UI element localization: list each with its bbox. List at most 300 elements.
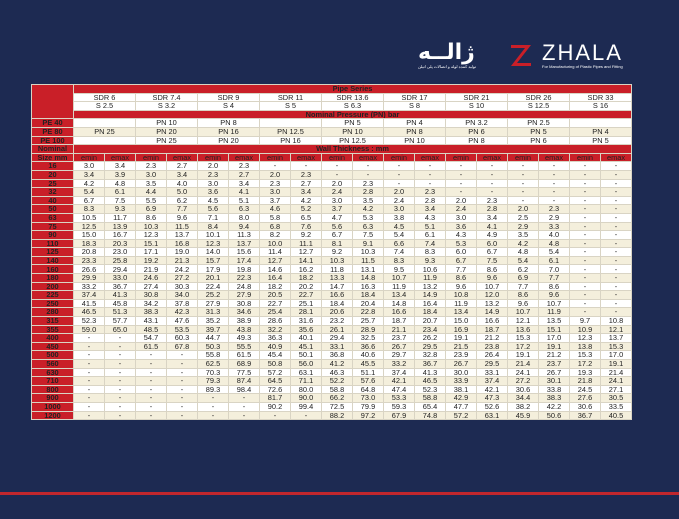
thickness-cell: - xyxy=(322,162,353,171)
pressure-rating: PN 10 xyxy=(384,136,446,145)
thickness-cell: - xyxy=(539,188,570,197)
thickness-cell: 16.4 xyxy=(260,274,291,283)
nominal-pressure-header: Nominal Pressure (PN) bar xyxy=(74,110,632,119)
table-row xyxy=(32,385,632,394)
thickness-cell: 3.4 xyxy=(415,205,446,214)
thickness-cell: 40.1 xyxy=(291,334,322,343)
thickness-cell: 13.4 xyxy=(446,308,477,317)
thickness-cell: - xyxy=(601,179,632,188)
thickness-cell: 30.1 xyxy=(539,377,570,386)
thickness-cell: 33.1 xyxy=(477,368,508,377)
pressure-rating: PN 25 xyxy=(74,127,136,136)
thickness-cell: 24.5 xyxy=(570,385,601,394)
thickness-cell: 30.3 xyxy=(167,282,198,291)
pressure-rating: PN 16 xyxy=(260,136,322,145)
thickness-cell: - xyxy=(446,170,477,179)
thickness-cell: 24.2 xyxy=(167,265,198,274)
thickness-cell: 33.1 xyxy=(322,342,353,351)
thickness-cell: 6.3 xyxy=(229,205,260,214)
thickness-cell: 34.6 xyxy=(229,308,260,317)
thickness-cell: 11.5 xyxy=(353,256,384,265)
thickness-cell: - xyxy=(74,342,105,351)
thickness-cell: 37.8 xyxy=(167,299,198,308)
thickness-cell: 3.0 xyxy=(136,170,167,179)
brand-english-tagline: For Manufacturing of Plastic Pipes and Fitting xyxy=(542,64,623,69)
thickness-cell: 20.8 xyxy=(74,248,105,257)
thickness-cell: 6.7 xyxy=(322,231,353,240)
thickness-cell: 44.7 xyxy=(198,334,229,343)
thickness-cell: 18.7 xyxy=(384,317,415,326)
thickness-cell: - xyxy=(136,351,167,360)
thickness-cell: 2.0 xyxy=(384,188,415,197)
thickness-cell: - xyxy=(353,162,384,171)
thickness-cell: 14.7 xyxy=(322,282,353,291)
thickness-cell: - xyxy=(415,179,446,188)
thickness-cell: 42.9 xyxy=(446,394,477,403)
thickness-cell: 12.3 xyxy=(136,231,167,240)
thickness-cell: - xyxy=(74,360,105,369)
emax-header: emax xyxy=(353,153,384,162)
pressure-rating: PN 6 xyxy=(508,136,570,145)
size-cell: 280 xyxy=(32,308,74,317)
thickness-cell: 41.5 xyxy=(74,299,105,308)
thickness-cell: 6.5 xyxy=(291,213,322,222)
thickness-cell: 47.7 xyxy=(446,402,477,411)
thickness-cell: 3.7 xyxy=(260,196,291,205)
thickness-cell: 9.2 xyxy=(291,231,322,240)
thickness-cell: - xyxy=(601,265,632,274)
thickness-cell: 5.3 xyxy=(446,239,477,248)
thickness-cell: 16.9 xyxy=(446,325,477,334)
thickness-cell: 23.2 xyxy=(322,317,353,326)
thickness-cell: 10.3 xyxy=(136,222,167,231)
thickness-cell: 3.6 xyxy=(446,222,477,231)
emin-header: emin xyxy=(446,153,477,162)
pipe-specification-table xyxy=(31,84,632,420)
thickness-cell: 2.9 xyxy=(508,222,539,231)
thickness-cell: - xyxy=(508,170,539,179)
thickness-cell: 48.5 xyxy=(136,325,167,334)
emin-header: emin xyxy=(74,153,105,162)
emin-header: emin xyxy=(384,153,415,162)
thickness-cell: 26.4 xyxy=(477,351,508,360)
thickness-cell: 31.6 xyxy=(291,317,322,326)
corner-cell xyxy=(32,85,74,119)
thickness-cell: 2.3 xyxy=(198,170,229,179)
thickness-cell: 42.2 xyxy=(539,402,570,411)
thickness-cell: 52.3 xyxy=(74,317,105,326)
thickness-cell: 37.4 xyxy=(74,291,105,300)
pressure-rating: PN 10 xyxy=(322,127,384,136)
thickness-cell: - xyxy=(105,402,136,411)
thickness-cell: 3.7 xyxy=(322,205,353,214)
thickness-cell: 8.6 xyxy=(477,265,508,274)
thickness-cell: 41.3 xyxy=(415,368,446,377)
thickness-cell: 6.9 xyxy=(136,205,167,214)
thickness-cell: 3.5 xyxy=(508,231,539,240)
thickness-cell: 26.7 xyxy=(446,360,477,369)
thickness-cell: 11.4 xyxy=(260,248,291,257)
table-row xyxy=(32,291,632,300)
thickness-cell: 9.4 xyxy=(229,222,260,231)
thickness-cell: 15.0 xyxy=(446,317,477,326)
size-cell: 500 xyxy=(32,351,74,360)
thickness-cell: 14.9 xyxy=(477,308,508,317)
thickness-cell: 2.8 xyxy=(477,205,508,214)
pressure-rating: PN 4 xyxy=(384,119,446,128)
thickness-cell: 19.2 xyxy=(136,256,167,265)
thickness-cell: 7.5 xyxy=(105,196,136,205)
thickness-cell: - xyxy=(570,248,601,257)
thickness-cell: 77.5 xyxy=(229,368,260,377)
thickness-cell: 23.9 xyxy=(446,351,477,360)
size-cell: 16 xyxy=(32,162,74,171)
thickness-cell: 25.7 xyxy=(353,317,384,326)
thickness-cell: 11.7 xyxy=(105,213,136,222)
thickness-cell: - xyxy=(477,162,508,171)
thickness-cell: 63.1 xyxy=(477,411,508,420)
thickness-cell: 2.0 xyxy=(198,162,229,171)
thickness-cell: - xyxy=(601,213,632,222)
thickness-cell: 23.7 xyxy=(384,334,415,343)
thickness-cell: 54.7 xyxy=(136,334,167,343)
thickness-cell: 13.6 xyxy=(508,325,539,334)
thickness-cell: - xyxy=(105,334,136,343)
thickness-cell: 10.3 xyxy=(322,256,353,265)
thickness-cell: 3.0 xyxy=(446,213,477,222)
size-cell: 560 xyxy=(32,360,74,369)
thickness-cell: 32.2 xyxy=(260,325,291,334)
thickness-cell: 23.7 xyxy=(539,360,570,369)
thickness-cell: - xyxy=(539,162,570,171)
thickness-cell: 2.7 xyxy=(167,162,198,171)
thickness-cell: 56.0 xyxy=(291,360,322,369)
thickness-cell: 4.8 xyxy=(508,248,539,257)
thickness-cell: 72.6 xyxy=(260,385,291,394)
pressure-rating xyxy=(570,119,632,128)
thickness-cell: 17.1 xyxy=(136,248,167,257)
thickness-cell: - xyxy=(74,334,105,343)
thickness-cell: 27.1 xyxy=(601,385,632,394)
size-cell: 180 xyxy=(32,274,74,283)
table-row xyxy=(32,368,632,377)
thickness-cell: 2.0 xyxy=(446,196,477,205)
pressure-rating: PN 5 xyxy=(508,127,570,136)
thickness-cell: - xyxy=(601,248,632,257)
thickness-cell: 10.9 xyxy=(570,325,601,334)
thickness-cell: - xyxy=(570,282,601,291)
emax-header: emax xyxy=(539,153,570,162)
thickness-cell: - xyxy=(74,377,105,386)
thickness-cell: 30.5 xyxy=(601,394,632,403)
thickness-cell: 13.8 xyxy=(570,342,601,351)
thickness-cell: - xyxy=(105,411,136,420)
size-cell: 225 xyxy=(32,291,74,300)
thickness-cell: 22.4 xyxy=(198,282,229,291)
thickness-cell: 68.9 xyxy=(229,360,260,369)
thickness-cell: 19.1 xyxy=(446,334,477,343)
thickness-cell: 59.3 xyxy=(384,402,415,411)
pressure-rating: PN 25 xyxy=(136,136,198,145)
size-cell: 1200 xyxy=(32,411,74,420)
pressure-rating: PN 4 xyxy=(570,127,632,136)
thickness-cell: 8.6 xyxy=(508,291,539,300)
thickness-cell: 4.4 xyxy=(136,188,167,197)
brand-english-name: ZHALA xyxy=(542,40,623,65)
table-row xyxy=(32,317,632,326)
thickness-cell: 20.2 xyxy=(291,282,322,291)
thickness-cell: 18.2 xyxy=(291,274,322,283)
sdr-label: SDR 17 xyxy=(384,93,446,102)
thickness-cell: 55.5 xyxy=(229,342,260,351)
thickness-cell: 32.5 xyxy=(353,334,384,343)
thickness-cell: 7.7 xyxy=(446,265,477,274)
thickness-cell: 20.3 xyxy=(105,239,136,248)
thickness-cell: - xyxy=(539,170,570,179)
nominal-label: Nominal xyxy=(32,145,74,154)
thickness-cell: 9.6 xyxy=(539,291,570,300)
table-row xyxy=(32,179,632,188)
thickness-cell: 98.4 xyxy=(229,385,260,394)
thickness-cell: - xyxy=(601,188,632,197)
thickness-cell: - xyxy=(508,188,539,197)
thickness-cell: - xyxy=(601,308,632,317)
thickness-cell: 36.7 xyxy=(415,360,446,369)
thickness-cell: - xyxy=(570,162,601,171)
thickness-cell: - xyxy=(601,231,632,240)
size-cell: 160 xyxy=(32,265,74,274)
table-row xyxy=(32,411,632,420)
thickness-cell: 6.8 xyxy=(260,222,291,231)
thickness-cell: 6.2 xyxy=(508,265,539,274)
thickness-cell: - xyxy=(446,162,477,171)
thickness-cell: 13.3 xyxy=(322,274,353,283)
thickness-cell: 7.5 xyxy=(477,256,508,265)
size-cell: 50 xyxy=(32,205,74,214)
thickness-cell: 12.0 xyxy=(477,291,508,300)
size-cell: 125 xyxy=(32,248,74,257)
thickness-cell: - xyxy=(601,196,632,205)
thickness-cell: 9.6 xyxy=(477,274,508,283)
thickness-cell: 21.4 xyxy=(601,368,632,377)
table-row xyxy=(32,205,632,214)
thickness-cell: - xyxy=(74,411,105,420)
s-label: S 4 xyxy=(198,102,260,111)
thickness-cell: - xyxy=(167,411,198,420)
thickness-cell: 30.0 xyxy=(446,368,477,377)
emin-header: emin xyxy=(322,153,353,162)
thickness-cell: 2.3 xyxy=(260,179,291,188)
thickness-cell: 26.7 xyxy=(384,342,415,351)
thickness-cell: 58.8 xyxy=(322,385,353,394)
size-cell: 355 xyxy=(32,325,74,334)
s-label: S 16 xyxy=(570,102,632,111)
size-cell: 450 xyxy=(32,342,74,351)
thickness-cell: 19.8 xyxy=(229,265,260,274)
thickness-cell: 38.9 xyxy=(229,317,260,326)
pressure-rating: PN 3.2 xyxy=(446,119,508,128)
thickness-cell: - xyxy=(322,170,353,179)
thickness-cell: 6.9 xyxy=(508,274,539,283)
thickness-cell: 14.1 xyxy=(291,256,322,265)
thickness-cell: 3.9 xyxy=(105,170,136,179)
thickness-cell: 79.9 xyxy=(353,402,384,411)
thickness-cell: - xyxy=(136,377,167,386)
thickness-cell: 3.5 xyxy=(353,196,384,205)
thickness-cell: 17.0 xyxy=(601,351,632,360)
thickness-cell: 35.2 xyxy=(198,317,229,326)
thickness-cell: 40.9 xyxy=(260,342,291,351)
thickness-cell: 12.5 xyxy=(74,222,105,231)
s-label: S 8 xyxy=(384,102,446,111)
thickness-cell: 19.0 xyxy=(167,248,198,257)
thickness-cell: - xyxy=(167,385,198,394)
thickness-cell: 16.6 xyxy=(477,317,508,326)
thickness-cell: - xyxy=(446,179,477,188)
thickness-cell: 7.5 xyxy=(353,231,384,240)
size-cell: 800 xyxy=(32,385,74,394)
thickness-cell: 5.1 xyxy=(415,222,446,231)
thickness-cell: 38.3 xyxy=(539,394,570,403)
thickness-cell: 4.6 xyxy=(260,205,291,214)
thickness-cell: 37.4 xyxy=(477,377,508,386)
thickness-cell: 11.9 xyxy=(446,299,477,308)
table-row xyxy=(32,274,632,283)
thickness-cell: 22.7 xyxy=(291,291,322,300)
table-row xyxy=(32,188,632,197)
thickness-cell: 57.7 xyxy=(105,317,136,326)
thickness-cell: 37.4 xyxy=(384,368,415,377)
thickness-cell: 16.7 xyxy=(105,231,136,240)
size-cell: 710 xyxy=(32,377,74,386)
thickness-cell: 71.1 xyxy=(291,377,322,386)
thickness-cell: 8.0 xyxy=(229,213,260,222)
pressure-rating: PN 2.5 xyxy=(508,119,570,128)
thickness-cell: - xyxy=(570,291,601,300)
thickness-cell: 10.8 xyxy=(601,317,632,326)
thickness-cell: 11.9 xyxy=(415,274,446,283)
thickness-cell: 29.4 xyxy=(105,265,136,274)
thickness-cell: 2.3 xyxy=(291,170,322,179)
thickness-cell: - xyxy=(291,411,322,420)
thickness-cell: 41.2 xyxy=(322,360,353,369)
thickness-cell: 36.7 xyxy=(105,282,136,291)
thickness-cell: - xyxy=(570,205,601,214)
thickness-cell: 26.1 xyxy=(322,325,353,334)
thickness-cell: 59.0 xyxy=(74,325,105,334)
thickness-cell: 14.8 xyxy=(384,299,415,308)
thickness-cell: 3.3 xyxy=(539,222,570,231)
thickness-cell: 14.6 xyxy=(260,265,291,274)
thickness-cell: 61.5 xyxy=(136,342,167,351)
thickness-cell: - xyxy=(601,282,632,291)
thickness-cell: - xyxy=(570,213,601,222)
thickness-cell: - xyxy=(601,274,632,283)
thickness-cell: 25.2 xyxy=(198,291,229,300)
thickness-cell: 6.3 xyxy=(353,222,384,231)
thickness-cell: 8.2 xyxy=(260,231,291,240)
table-row xyxy=(32,231,632,240)
thickness-cell: 52.3 xyxy=(415,385,446,394)
table-row xyxy=(32,360,632,369)
thickness-cell: - xyxy=(570,308,601,317)
emin-header: emin xyxy=(260,153,291,162)
thickness-cell: - xyxy=(570,239,601,248)
thickness-cell: 38.2 xyxy=(508,402,539,411)
thickness-cell: 67.8 xyxy=(167,342,198,351)
thickness-cell: - xyxy=(136,411,167,420)
material-label: PE 100 xyxy=(32,136,74,145)
emax-header: emax xyxy=(601,153,632,162)
thickness-cell: 8.1 xyxy=(322,239,353,248)
thickness-cell: - xyxy=(570,196,601,205)
table-row xyxy=(32,265,632,274)
s-label: S 6.3 xyxy=(322,102,384,111)
thickness-cell: 10.7 xyxy=(508,308,539,317)
thickness-cell: 35.6 xyxy=(291,325,322,334)
thickness-cell: 55.8 xyxy=(198,351,229,360)
thickness-cell: - xyxy=(74,402,105,411)
table-row xyxy=(32,351,632,360)
thickness-cell: - xyxy=(105,385,136,394)
thickness-cell: 90.2 xyxy=(260,402,291,411)
thickness-cell: 40.5 xyxy=(601,411,632,420)
size-cell: 630 xyxy=(32,368,74,377)
thickness-cell: 5.4 xyxy=(508,256,539,265)
thickness-cell: 21.9 xyxy=(136,265,167,274)
thickness-cell: 47.4 xyxy=(384,385,415,394)
pressure-rating: PN 8 xyxy=(198,119,260,128)
pressure-rating: PN 12.5 xyxy=(322,136,384,145)
thickness-cell: 9.6 xyxy=(167,213,198,222)
thickness-cell: 29.7 xyxy=(384,351,415,360)
thickness-cell: 5.6 xyxy=(198,205,229,214)
emin-header: emin xyxy=(198,153,229,162)
thickness-cell: 9.3 xyxy=(105,205,136,214)
thickness-cell: 61.5 xyxy=(229,351,260,360)
thickness-cell: - xyxy=(601,256,632,265)
thickness-cell: 26.7 xyxy=(539,368,570,377)
thickness-cell: 10.6 xyxy=(415,265,446,274)
thickness-cell: 18.4 xyxy=(322,299,353,308)
thickness-cell: 3.4 xyxy=(167,170,198,179)
thickness-cell: 21.3 xyxy=(167,256,198,265)
thickness-cell: 5.4 xyxy=(74,188,105,197)
thickness-cell: 4.1 xyxy=(229,188,260,197)
thickness-cell: 33.9 xyxy=(446,377,477,386)
sdr-label: SDR 21 xyxy=(446,93,508,102)
thickness-cell: 13.2 xyxy=(415,282,446,291)
thickness-cell: - xyxy=(167,351,198,360)
thickness-cell: - xyxy=(198,402,229,411)
thickness-cell: 16.3 xyxy=(353,282,384,291)
thickness-cell: 4.9 xyxy=(477,231,508,240)
thickness-cell: 7.1 xyxy=(198,213,229,222)
thickness-cell: 50.3 xyxy=(198,342,229,351)
thickness-cell: 3.0 xyxy=(384,205,415,214)
thickness-cell: - xyxy=(601,162,632,171)
thickness-cell: 20.4 xyxy=(353,299,384,308)
thickness-cell: - xyxy=(260,411,291,420)
thickness-cell: - xyxy=(167,368,198,377)
thickness-cell: 2.3 xyxy=(353,179,384,188)
thickness-cell: - xyxy=(136,385,167,394)
thickness-cell: 21.8 xyxy=(570,377,601,386)
thickness-cell: - xyxy=(353,170,384,179)
thickness-cell: 80.0 xyxy=(291,385,322,394)
thickness-cell: 10.7 xyxy=(384,274,415,283)
thickness-cell: - xyxy=(570,299,601,308)
